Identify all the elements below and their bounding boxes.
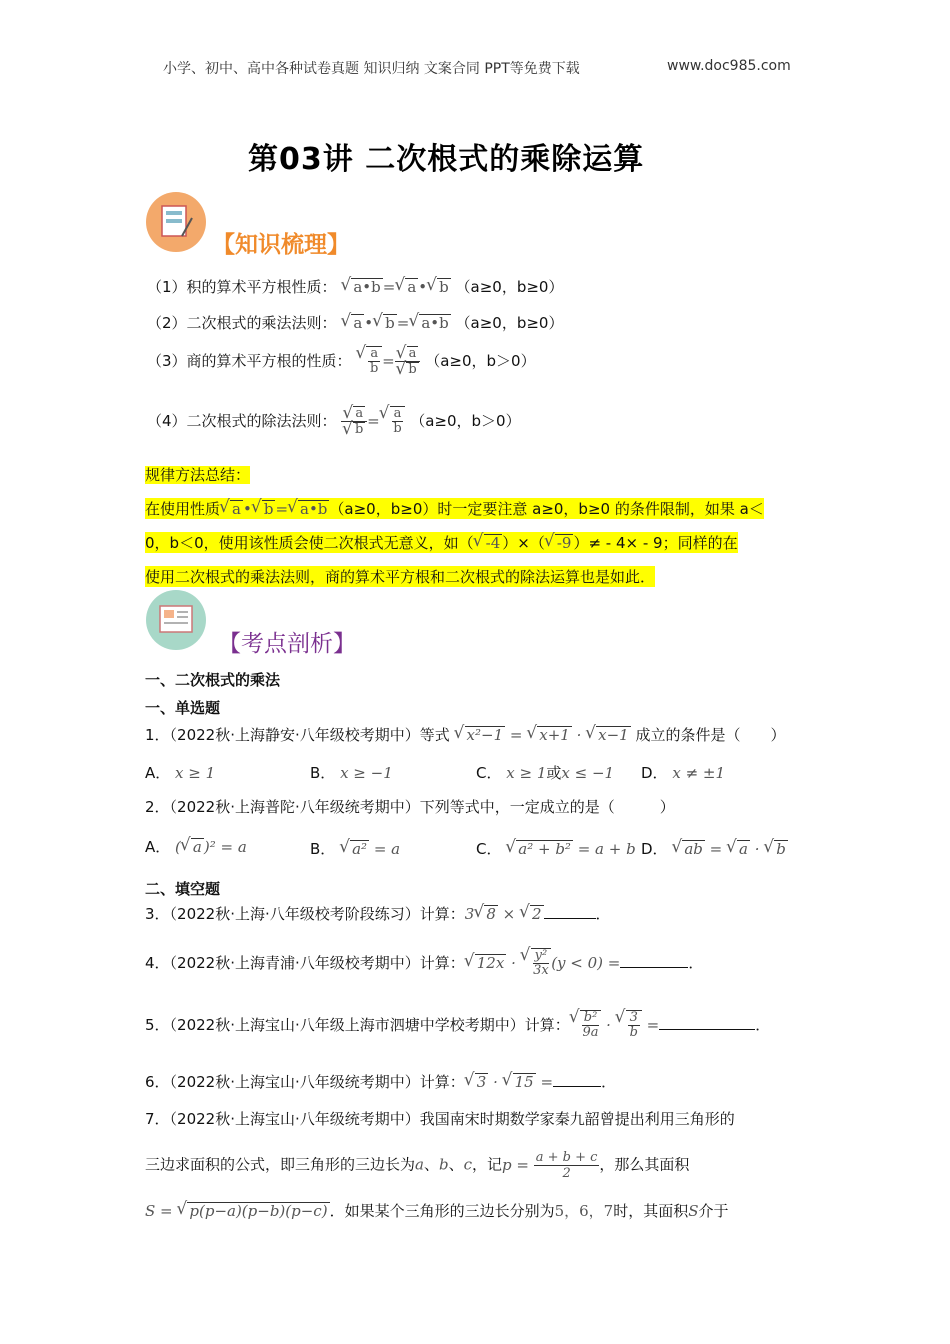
q7-l2b: ，记 [472,1155,503,1174]
summary-line-2 [145,532,738,553]
q2-option-d-label: D． [641,840,668,858]
question-5-text: 5．（2022秋·上海宝山·八年级上海市泗塘中学校考期中）计算： [145,1015,570,1034]
summary-l2-b: ）×（ [502,534,545,552]
summary-l1-b: （a≥0，b≥0）时一定要注意 a≥0，b≥0 的条件限制，如果 a＜ [329,500,764,518]
question-6: 6．（2022秋·上海宝山·八年级统考期中）计算：√ 3 · √ 15 = ． [145,1071,616,1092]
part1-heading: 一、二次根式的乘法 [145,671,281,689]
q2-option-b-label: B． [310,840,336,858]
q2-option-b[interactable]: B． √ a² = a [310,838,400,859]
q2-option-d[interactable]: D． √ ab = √ a · √ b [641,838,788,859]
knowledge-item-4-cond: （a≥0，b＞0） [410,411,521,430]
q1-option-d[interactable]: D． x ≠ ±1 [641,764,726,782]
knowledge-item-3-cond: （a≥0，b＞0） [425,351,536,370]
question-5: 5．（2022秋·上海宝山·八年级上海市泗塘中学校考期中）计算： √ $\frac{\text{b²}}{9a}$ · √ $\frac{3}{b}$ = ． [145,1010,770,1041]
header-url[interactable]: www.doc985.com [667,58,791,74]
formula-division: √ a √ b = √ $\frac{a}{b}$ [341,412,405,430]
q4-period: ． [688,953,704,972]
question-1 [145,724,786,745]
q2-option-c-label: C． [476,840,502,858]
sqrt-neg4: √ -4 [474,534,503,552]
summary-heading-text: 规律方法总结： [145,466,251,484]
analysis-heading: 【考点剖析】 [218,631,356,657]
summary-l2-c: ）≠ - 4× - 9；同样的在 [573,534,738,552]
sqrt-neg9: √ -9 [545,534,574,552]
q1-option-c-label: C． [476,764,502,782]
question-7-line-3: S = √ p(p−a)(p−b)(p−c) ．如果某个三角形的三边长分别为5，6，7时，其面积S介于 [145,1200,729,1221]
summary-l2-a: 0，b＜0，使用该性质会使二次根式无意义，如（ [145,534,474,552]
question-4: 4．（2022秋·上海青浦·八年级校考期中）计算：√ 12x · √ $\frac{\text{y²}}{3x}$ (y < 0) = ． [145,948,703,979]
q4-answer-blank[interactable] [620,953,688,968]
q7-l2a: 三边求面积的公式，即三角形的三边长为 [145,1155,416,1174]
q1-option-c-or: 或 [546,764,562,782]
q3-period: ． [595,905,611,923]
q2-option-c[interactable]: C． √ a² + b² = a + b [476,838,636,859]
knowledge-item-4-label: （4）二次根式的除法法则： [147,411,337,430]
q1-option-a[interactable]: A． x ≥ 1 [145,764,216,782]
knowledge-item-2-label: （2）二次根式的乘法法则： [147,314,337,332]
q7-l3b: 时，其面积 [613,1202,689,1220]
analysis-icon [146,590,206,650]
q5-answer-blank[interactable] [659,1015,755,1030]
knowledge-item-1-label: （1）积的算术平方根性质： [147,278,337,296]
q2-option-a[interactable]: A． (√ a )² = a [145,836,247,857]
q1-option-a-label: A． [145,764,171,782]
knowledge-icon [146,192,206,252]
q7-l2c: ，那么其面积 [599,1155,690,1174]
knowledge-item-4 [147,406,521,438]
question-1-tail: 成立的条件是（ ） [635,726,786,744]
q7-l3c: 介于 [698,1202,729,1220]
q2-option-a-label: A． [145,838,171,856]
summary-line-1 [145,498,764,519]
question-4-text: 4．（2022秋·上海青浦·八年级校考期中）计算： [145,953,465,972]
summary-line-3: 使用二次根式的乘法法则，商的算术平方根和二次根式的除法运算也是如此． [145,568,656,586]
knowledge-item-2 [147,312,563,333]
knowledge-item-2-cond: （a≥0，b≥0） [455,314,564,332]
q1-option-c[interactable]: C． x ≥ 1或x ≤ −1 [476,764,615,782]
header-left-text: 小学、初中、高中各种试卷真题 知识归纳 文案合同 PPT等免费下载 [163,61,580,77]
q6-period: ． [601,1073,617,1091]
single-choice-heading: 一、单选题 [145,699,221,717]
formula-multiplication: √ a •√ b =√ a•b [341,314,450,332]
formula-quotient-root: √ $\frac{a}{b}$ = √ a √ b [356,352,420,370]
q1-option-b[interactable]: B． x ≥ −1 [310,764,393,782]
q1-option-b-label: B． [310,764,336,782]
knowledge-item-3 [147,346,536,378]
formula-sqrt-product: √ a•b =√ a •√ b [341,278,450,296]
question-1-formula: √ x²−1 = √ x+1 · √ x−1 [455,726,631,744]
page-title: 第03讲 二次根式的乘除运算 [248,142,645,177]
summary-l1-a: 在使用性质 [145,500,221,518]
knowledge-item-1 [147,276,563,297]
summary-formula: √ a •√ b =√ a•b [220,500,329,518]
question-3-text: 3．（2022秋·上海·八年级校考阶段练习）计算： [145,905,465,923]
question-7-line-2: 三边求面积的公式，即三角形的三边长为a、b、c，记p = $\frac{a + b + c}{2}$ ，那么其面积 [145,1150,690,1181]
question-3: 3．（2022秋·上海·八年级校考阶段练习）计算：3√ 8 × √ 2 ． [145,903,611,924]
q3-answer-blank[interactable] [544,904,596,919]
question-7-line-1: 7．（2022秋·上海宝山·八年级统考期中）我国南宋时期数学家秦九韶曾提出利用三角形的 [145,1110,735,1128]
question-6-text: 6．（2022秋·上海宝山·八年级统考期中）计算： [145,1073,465,1091]
question-2: 2．（2022秋·上海普陀·八年级统考期中）下列等式中，一定成立的是（ ） [145,798,675,816]
knowledge-item-1-cond: （a≥0，b≥0） [455,278,564,296]
q6-answer-blank[interactable] [553,1072,601,1087]
fill-blank-heading: 二、填空题 [145,880,221,898]
q1-option-d-label: D． [641,764,668,782]
q5-period: ． [755,1015,771,1034]
q7-l3a: ．如果某个三角形的三边长分别为 [329,1202,555,1220]
summary-heading [145,464,250,485]
question-1-text: 1．（2022秋·上海静安·八年级校考期中）等式 [145,726,450,744]
knowledge-item-3-label: （3）商的算术平方根的性质： [147,351,352,370]
knowledge-heading: 【知识梳理】 [212,231,350,258]
